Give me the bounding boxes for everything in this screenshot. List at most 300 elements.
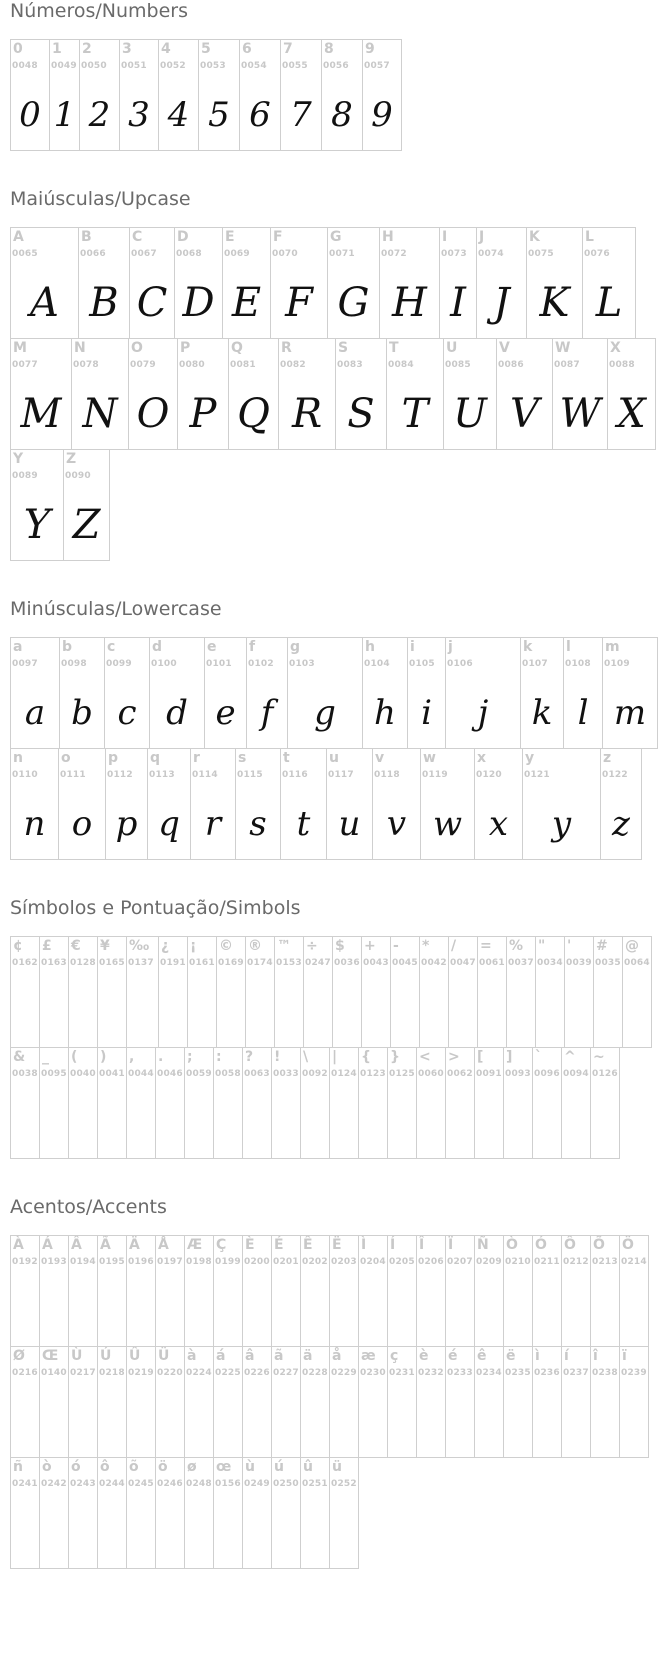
glyph-preview: P bbox=[189, 391, 217, 437]
character-label: å bbox=[332, 1348, 342, 1364]
character-code: 0118 bbox=[374, 770, 400, 780]
character-label: Ô bbox=[564, 1237, 576, 1253]
glyph-cell bbox=[564, 936, 594, 1048]
character-label: L bbox=[585, 229, 594, 245]
character-label: Q bbox=[231, 340, 243, 356]
character-label: Ä bbox=[129, 1237, 140, 1253]
glyph-preview: 7 bbox=[290, 95, 312, 135]
character-code: 0041 bbox=[99, 1069, 125, 1079]
glyph-cell bbox=[503, 1047, 533, 1159]
character-label: 0 bbox=[13, 41, 23, 57]
glyph-cell bbox=[10, 1047, 40, 1159]
glyph-cell bbox=[552, 338, 608, 450]
character-label: + bbox=[364, 938, 376, 954]
character-label: È bbox=[245, 1237, 255, 1253]
glyph-preview: Z bbox=[72, 502, 101, 548]
glyph-cell bbox=[213, 1457, 243, 1569]
character-code: 0125 bbox=[389, 1069, 415, 1079]
character-label: f bbox=[249, 639, 256, 655]
glyph-cell bbox=[590, 1235, 620, 1347]
character-label: Ê bbox=[303, 1237, 313, 1253]
character-label: [ bbox=[477, 1049, 484, 1065]
character-code: 0102 bbox=[248, 659, 274, 669]
glyph-cell bbox=[329, 1457, 359, 1569]
glyph-cell bbox=[216, 936, 246, 1048]
character-label: 6 bbox=[242, 41, 252, 57]
character-code: 0216 bbox=[12, 1368, 38, 1378]
character-label: £ bbox=[42, 938, 52, 954]
glyph-cell bbox=[362, 39, 402, 151]
character-code: 0203 bbox=[331, 1257, 357, 1267]
character-code: 0234 bbox=[476, 1368, 502, 1378]
glyph-preview: 0 bbox=[19, 95, 41, 135]
character-label: # bbox=[596, 938, 608, 954]
character-code: 0122 bbox=[602, 770, 628, 780]
glyph-cell bbox=[532, 1346, 562, 1458]
glyph-preview: H bbox=[392, 280, 427, 326]
character-label: ñ bbox=[13, 1459, 23, 1475]
character-label: ã bbox=[274, 1348, 284, 1364]
section-title: Minúsculas/Lowercase bbox=[10, 598, 222, 620]
character-label: B bbox=[81, 229, 92, 245]
glyph-cell bbox=[97, 1346, 127, 1458]
character-label: d bbox=[152, 639, 163, 655]
character-label: ò bbox=[42, 1459, 52, 1475]
character-label: ( bbox=[71, 1049, 78, 1065]
glyph-cell bbox=[68, 1457, 98, 1569]
glyph-preview: 6 bbox=[249, 95, 271, 135]
glyph-cell bbox=[39, 1235, 69, 1347]
character-label: æ bbox=[361, 1348, 376, 1364]
glyph-cell bbox=[326, 748, 373, 860]
glyph-cell bbox=[104, 637, 150, 749]
character-label: Ã bbox=[100, 1237, 111, 1253]
glyph-preview: 4 bbox=[167, 95, 190, 135]
character-code: 0092 bbox=[302, 1069, 328, 1079]
character-label: y bbox=[525, 750, 535, 766]
glyph-cell bbox=[78, 227, 130, 339]
glyph-preview: 5 bbox=[208, 95, 230, 135]
character-label: j bbox=[448, 639, 453, 655]
character-code: 0113 bbox=[149, 770, 175, 780]
glyph-preview: R bbox=[291, 391, 323, 437]
character-label: ù bbox=[245, 1459, 255, 1475]
glyph-cell bbox=[126, 1346, 156, 1458]
character-label: = bbox=[480, 938, 492, 954]
character-label: Ç bbox=[216, 1237, 227, 1253]
character-code: 0036 bbox=[334, 958, 360, 968]
character-label: ä bbox=[303, 1348, 313, 1364]
character-code: 0217 bbox=[70, 1368, 96, 1378]
character-code: 0250 bbox=[273, 1479, 299, 1489]
character-label: J bbox=[479, 229, 485, 245]
glyph-cell bbox=[10, 936, 40, 1048]
glyph-preview: n bbox=[23, 804, 46, 844]
character-label: q bbox=[150, 750, 161, 766]
character-label: n bbox=[13, 750, 23, 766]
character-label: g bbox=[290, 639, 301, 655]
character-code: 0049 bbox=[51, 61, 77, 71]
glyph-cell bbox=[329, 1235, 359, 1347]
character-code: 0207 bbox=[447, 1257, 473, 1267]
character-label: Y bbox=[13, 451, 24, 467]
character-code: 0050 bbox=[81, 61, 107, 71]
glyph-cell bbox=[445, 1047, 475, 1159]
glyph-cell bbox=[10, 748, 59, 860]
character-code: 0078 bbox=[73, 360, 99, 370]
glyph-preview: o bbox=[71, 804, 93, 844]
glyph-cell bbox=[63, 449, 110, 561]
character-label: Å bbox=[158, 1237, 169, 1253]
character-code: 0120 bbox=[476, 770, 502, 780]
glyph-cell bbox=[245, 936, 275, 1048]
glyph-cell bbox=[213, 1235, 243, 1347]
glyph-cell bbox=[561, 1047, 591, 1159]
character-code: 0063 bbox=[244, 1069, 270, 1079]
character-code: 0162 bbox=[12, 958, 38, 968]
glyph-cell bbox=[68, 936, 98, 1048]
character-label: W bbox=[555, 340, 571, 356]
character-code: 0117 bbox=[328, 770, 354, 780]
character-label: 8 bbox=[324, 41, 334, 57]
glyph-preview: k bbox=[531, 693, 553, 733]
character-code: 0057 bbox=[364, 61, 390, 71]
glyph-cell bbox=[235, 748, 281, 860]
glyph-cell bbox=[184, 1235, 214, 1347]
character-code: 0091 bbox=[476, 1069, 502, 1079]
character-label: \ bbox=[303, 1049, 309, 1065]
glyph-cell bbox=[242, 1047, 272, 1159]
glyph-preview: M bbox=[20, 391, 62, 437]
glyph-preview: r bbox=[204, 804, 222, 844]
character-label: î bbox=[593, 1348, 598, 1364]
character-label: ‰ bbox=[129, 938, 150, 954]
glyph-cell bbox=[619, 1346, 649, 1458]
glyph-cell bbox=[97, 936, 127, 1048]
glyph-cell bbox=[158, 936, 188, 1048]
character-label: Æ bbox=[187, 1237, 203, 1253]
glyph-cell bbox=[358, 1235, 388, 1347]
character-label: x bbox=[477, 750, 487, 766]
glyph-cell bbox=[187, 936, 217, 1048]
glyph-cell bbox=[184, 1457, 214, 1569]
glyph-preview: O bbox=[136, 391, 170, 437]
character-code: 0194 bbox=[70, 1257, 96, 1267]
character-label: ö bbox=[158, 1459, 168, 1475]
character-label: T bbox=[389, 340, 399, 356]
character-code: 0174 bbox=[247, 958, 273, 968]
character-label: i bbox=[410, 639, 415, 655]
character-code: 0116 bbox=[282, 770, 308, 780]
glyph-cell bbox=[416, 1047, 446, 1159]
character-code: 0193 bbox=[41, 1257, 67, 1267]
character-code: 0070 bbox=[272, 249, 298, 259]
glyph-cell bbox=[532, 1235, 562, 1347]
character-code: 0235 bbox=[505, 1368, 531, 1378]
character-code: 0051 bbox=[121, 61, 147, 71]
glyph-preview: x bbox=[488, 804, 509, 844]
character-code: 0040 bbox=[70, 1069, 96, 1079]
character-label: w bbox=[423, 750, 436, 766]
character-code: 0161 bbox=[189, 958, 215, 968]
glyph-cell bbox=[582, 227, 636, 339]
glyph-cell bbox=[445, 637, 521, 749]
glyph-preview: L bbox=[595, 280, 623, 326]
character-label: ? bbox=[245, 1049, 254, 1065]
character-code: 0061 bbox=[479, 958, 505, 968]
glyph-cell bbox=[204, 637, 247, 749]
glyph-cell bbox=[358, 1047, 388, 1159]
character-label: P bbox=[180, 340, 191, 356]
glyph-cell bbox=[222, 227, 271, 339]
character-code: 0247 bbox=[305, 958, 331, 968]
character-code: 0099 bbox=[106, 659, 132, 669]
character-code: 0224 bbox=[186, 1368, 212, 1378]
character-label: ) bbox=[100, 1049, 107, 1065]
character-label: / bbox=[451, 938, 457, 954]
character-label: h bbox=[365, 639, 375, 655]
character-label: Á bbox=[42, 1237, 53, 1253]
character-label: t bbox=[283, 750, 290, 766]
character-code: 0252 bbox=[331, 1479, 357, 1489]
character-code: 0089 bbox=[12, 471, 38, 481]
glyph-cell bbox=[496, 338, 553, 450]
character-code: 0206 bbox=[418, 1257, 444, 1267]
character-label: H bbox=[382, 229, 394, 245]
character-label: ® bbox=[248, 938, 262, 954]
glyph-cell bbox=[126, 1457, 156, 1569]
character-label: 4 bbox=[161, 41, 171, 57]
character-code: 0242 bbox=[41, 1479, 67, 1489]
character-label: ë bbox=[506, 1348, 516, 1364]
character-code: 0165 bbox=[99, 958, 125, 968]
character-label: e bbox=[207, 639, 217, 655]
glyph-preview: v bbox=[386, 804, 407, 844]
character-code: 0103 bbox=[289, 659, 315, 669]
glyph-preview: U bbox=[453, 391, 487, 437]
character-label: K bbox=[529, 229, 540, 245]
character-code: 0094 bbox=[563, 1069, 589, 1079]
character-label: Ë bbox=[332, 1237, 342, 1253]
glyph-cell bbox=[155, 1457, 185, 1569]
glyph-cell bbox=[503, 1235, 533, 1347]
glyph-cell bbox=[386, 338, 444, 450]
character-label: ¿ bbox=[161, 938, 170, 954]
character-code: 0090 bbox=[65, 471, 91, 481]
character-label: ¡ bbox=[190, 938, 197, 954]
glyph-cell bbox=[10, 1346, 40, 1458]
character-code: 0202 bbox=[302, 1257, 328, 1267]
character-code: 0080 bbox=[179, 360, 205, 370]
glyph-cell bbox=[329, 1047, 359, 1159]
character-code: 0169 bbox=[218, 958, 244, 968]
character-code: 0104 bbox=[364, 659, 390, 669]
glyph-cell bbox=[68, 1235, 98, 1347]
glyph-cell bbox=[10, 1235, 40, 1347]
glyph-preview: Q bbox=[237, 391, 270, 437]
character-label: Ö bbox=[622, 1237, 634, 1253]
glyph-cell bbox=[358, 1346, 388, 1458]
character-label: D bbox=[177, 229, 189, 245]
glyph-preview: q bbox=[158, 804, 180, 844]
character-label: â bbox=[245, 1348, 255, 1364]
character-label: u bbox=[329, 750, 339, 766]
character-code: 0199 bbox=[215, 1257, 241, 1267]
character-code: 0137 bbox=[128, 958, 154, 968]
glyph-cell bbox=[105, 748, 148, 860]
glyph-preview: h bbox=[374, 693, 396, 733]
glyph-preview: z bbox=[612, 804, 630, 844]
character-label: R bbox=[281, 340, 292, 356]
character-code: 0079 bbox=[130, 360, 156, 370]
glyph-cell bbox=[190, 748, 236, 860]
character-code: 0248 bbox=[186, 1479, 212, 1489]
glyph-preview: N bbox=[82, 391, 118, 437]
glyph-cell bbox=[242, 1457, 272, 1569]
glyph-cell bbox=[419, 936, 449, 1048]
glyph-cell bbox=[332, 936, 362, 1048]
character-code: 0095 bbox=[41, 1069, 67, 1079]
character-code: 0195 bbox=[99, 1257, 125, 1267]
character-label: N bbox=[74, 340, 86, 356]
character-label: Í bbox=[390, 1237, 396, 1253]
character-code: 0109 bbox=[604, 659, 630, 669]
character-label: ç bbox=[390, 1348, 399, 1364]
glyph-preview: c bbox=[117, 693, 137, 733]
glyph-cell bbox=[177, 338, 229, 450]
glyph-cell bbox=[155, 1047, 185, 1159]
character-label: á bbox=[216, 1348, 226, 1364]
character-code: 0236 bbox=[534, 1368, 560, 1378]
character-label: ø bbox=[187, 1459, 197, 1475]
character-code: 0214 bbox=[621, 1257, 647, 1267]
character-code: 0084 bbox=[388, 360, 414, 370]
glyph-preview: s bbox=[249, 804, 267, 844]
glyph-cell bbox=[10, 39, 50, 151]
character-code: 0068 bbox=[176, 249, 202, 259]
glyph-cell bbox=[520, 637, 564, 749]
glyph-cell bbox=[335, 338, 387, 450]
character-label: 9 bbox=[365, 41, 375, 57]
character-code: 0108 bbox=[565, 659, 591, 669]
glyph-preview: 3 bbox=[128, 95, 150, 135]
character-label: r bbox=[193, 750, 200, 766]
glyph-cell bbox=[174, 227, 223, 339]
glyph-preview: m bbox=[613, 693, 647, 733]
glyph-preview: a bbox=[24, 693, 46, 733]
glyph-cell bbox=[327, 227, 380, 339]
character-code: 0034 bbox=[537, 958, 563, 968]
character-code: 0046 bbox=[157, 1069, 183, 1079]
glyph-cell bbox=[300, 1346, 330, 1458]
glyph-cell bbox=[563, 637, 603, 749]
character-label: S bbox=[338, 340, 349, 356]
character-label: Œ bbox=[42, 1348, 59, 1364]
glyph-preview: X bbox=[617, 391, 646, 437]
glyph-cell bbox=[280, 39, 322, 151]
character-label: © bbox=[219, 938, 233, 954]
character-code: 0033 bbox=[273, 1069, 299, 1079]
character-label: é bbox=[448, 1348, 458, 1364]
character-label: À bbox=[13, 1237, 24, 1253]
character-code: 0044 bbox=[128, 1069, 154, 1079]
character-code: 0210 bbox=[505, 1257, 531, 1267]
character-label: 5 bbox=[201, 41, 211, 57]
character-label: 1 bbox=[52, 41, 62, 57]
glyph-cell bbox=[321, 39, 363, 151]
character-code: 0056 bbox=[323, 61, 349, 71]
glyph-cell bbox=[300, 1235, 330, 1347]
character-code: 0249 bbox=[244, 1479, 270, 1489]
character-label: ] bbox=[506, 1049, 513, 1065]
glyph-cell bbox=[97, 1235, 127, 1347]
character-code: 0107 bbox=[522, 659, 548, 669]
character-code: 0088 bbox=[609, 360, 635, 370]
character-label: € bbox=[71, 938, 81, 954]
glyph-cell bbox=[10, 1457, 40, 1569]
character-code: 0053 bbox=[200, 61, 226, 71]
character-label: Ú bbox=[100, 1348, 112, 1364]
character-label: Z bbox=[66, 451, 77, 467]
character-label: & bbox=[13, 1049, 26, 1065]
character-label: ! bbox=[274, 1049, 281, 1065]
glyph-cell bbox=[39, 1346, 69, 1458]
glyph-cell bbox=[503, 1346, 533, 1458]
glyph-cell bbox=[445, 1346, 475, 1458]
character-code: 0124 bbox=[331, 1069, 357, 1079]
character-label: @ bbox=[625, 938, 639, 954]
character-label: ê bbox=[477, 1348, 487, 1364]
glyph-cell bbox=[184, 1047, 214, 1159]
glyph-cell bbox=[619, 1235, 649, 1347]
glyph-cell bbox=[126, 936, 159, 1048]
character-label: ÷ bbox=[306, 938, 318, 954]
character-code: 0106 bbox=[447, 659, 473, 669]
glyph-preview: f bbox=[260, 693, 274, 733]
glyph-cell bbox=[71, 338, 129, 450]
section-title: Maiúsculas/Upcase bbox=[10, 188, 191, 210]
character-code: 0231 bbox=[389, 1368, 415, 1378]
glyph-preview: p bbox=[115, 804, 138, 844]
glyph-preview: K bbox=[539, 280, 570, 326]
glyph-cell bbox=[477, 936, 507, 1048]
character-code: 0042 bbox=[421, 958, 447, 968]
glyph-cell bbox=[155, 1235, 185, 1347]
glyph-cell bbox=[129, 227, 175, 339]
character-label: Ü bbox=[158, 1348, 170, 1364]
character-code: 0101 bbox=[206, 659, 232, 669]
character-code: 0043 bbox=[363, 958, 389, 968]
character-code: 0245 bbox=[128, 1479, 154, 1489]
character-code: 0220 bbox=[157, 1368, 183, 1378]
character-label: 2 bbox=[82, 41, 92, 57]
glyph-cell bbox=[68, 1047, 98, 1159]
glyph-cell bbox=[10, 227, 79, 339]
character-code: 0065 bbox=[12, 249, 38, 259]
glyph-cell bbox=[387, 1047, 417, 1159]
character-label: s bbox=[238, 750, 247, 766]
character-code: 0086 bbox=[498, 360, 524, 370]
character-code: 0083 bbox=[337, 360, 363, 370]
glyph-cell bbox=[532, 1047, 562, 1159]
character-code: 0229 bbox=[331, 1368, 357, 1378]
character-code: 0251 bbox=[302, 1479, 328, 1489]
character-code: 0226 bbox=[244, 1368, 270, 1378]
character-label: Ï bbox=[448, 1237, 454, 1253]
character-label: G bbox=[330, 229, 342, 245]
glyph-cell bbox=[474, 1346, 504, 1458]
glyph-cell bbox=[271, 1047, 301, 1159]
